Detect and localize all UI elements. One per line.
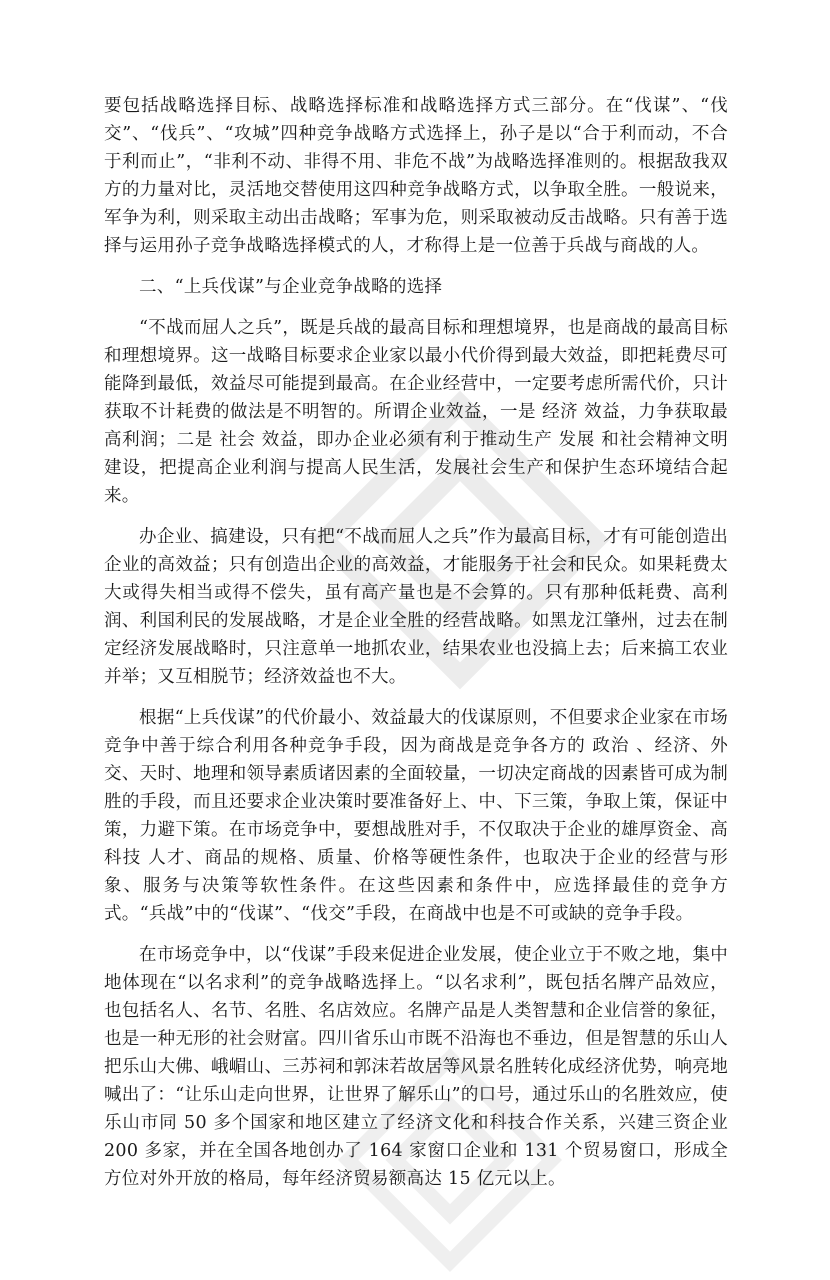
paragraph: “不战而屈人之兵”，既是兵战的最高目标和理想境界，也是商战的最高目标和理想境界。这一战略目标要求企业家以最小代价得到最大效益，即把耗费尽可能降到最低，效益尽可能提到最高。在企业经营中，一定要考虑所需代价，只计获取不计耗费的做法是不明智的。所谓企业效益，一是 经济 效益，力争获取最高利润；二是 社会 效益，即办企业必须有利于推动生产 发展 和社会精神文明建设，把提高企业利润与提高人民生活，发展社会生产和保护生态环境结合起来。 — [104, 318, 728, 506]
paragraph: 办企业、搞建设，只有把“不战而屈人之兵”作为最高目标，才有可能创造出企业的高效益；只有创造出企业的高效益，才能服务于社会和民众。如果耗费太大或得失相当或得不偿失，虽有高产量也是不会算的。只有那种低耗费、高利润、利国利民的发展战略，才是企业全胜的经营战略。如黑龙江肇州，过去在制定经济发展战略时，只注意单一地抓农业，结果农业也没搞上去；后来搞工农业并举；又互相脱节；经济效益也不大。 — [104, 527, 728, 687]
paragraph: 要包括战略选择目标、战略选择标准和战略选择方式三部分。在“伐谋”、“伐交”、“伐兵”、“攻城”四种竞争战略方式选择上，孙子是以“合于利而动，不合于利而止”，“非利不动、非得不用、非危不战”为战略选择准则的。根据敌我双方的力量对比，灵活地交替使用这四种竞争战略方式，以争取全胜。一般说来，军争为利，则采取主动出击战略；军事为危，则采取被动反击战略。只有善于选择与运用孙子竞争战略选择模式的人，才称得上是一位善于兵战与商战的人。 — [104, 96, 728, 256]
paragraph: 在市场竞争中，以“伐谋”手段来促进企业发展，使企业立于不败之地，集中地体现在“以名求利”的竞争战略选择上。“以名求利”，既包括名牌产品效应，也包括名人、名节、名胜、名店效应。名牌产品是人类智慧和企业信誉的象征，也是一种无形的社会财富。四川省乐山市既不沿海也不垂边，但是智慧的乐山人把乐山大佛、峨嵋山、三苏祠和郭沫若故居等风景名胜转化成经济优势，响亮地喊出了：“让乐山走向世界，让世界了解乐山”的口号，通过乐山的名胜效应，使乐山市同 50 多个国家和地区建立了经济文化和科技合作关系，兴建三资企业 200 多家，并在全国各地创办了 164 家窗口企业和 131 个贸易窗口，形成全方位对外开放的格局，每年经济贸易额高达 15 亿元以上。 — [104, 945, 728, 1189]
section-heading: 二、“上兵伐谋”与企业竞争战略的选择 — [139, 277, 443, 297]
paragraph: 根据“上兵伐谋”的代价最小、效益最大的伐谋原则，不但要求企业家在市场竞争中善于综合利用各种竞争手段，因为商战是竞争各方的 政治 、经济、外交、天时、地理和领导素质诸因素的全面较量，一切决定商战的因素皆可成为制胜的手段，而且还要求企业决策时要准备好上、中、下三策，争取上策，保证中策，力避下策。在市场竞争中，要想战胜对手，不仅取决于企业的雄厚资金、高 科技 人才、商品的规格、质量、价格等硬性条件，也取决于企业的经营与形象、服务与决策等软性条件。在这些因素和条件中，应选择最佳的竞争方式。“兵战”中的“伐谋”、“伐交”手段，在商战中也是不可或缺的竞争手段。 — [104, 708, 728, 924]
document-body — [104, 92, 728, 1206]
